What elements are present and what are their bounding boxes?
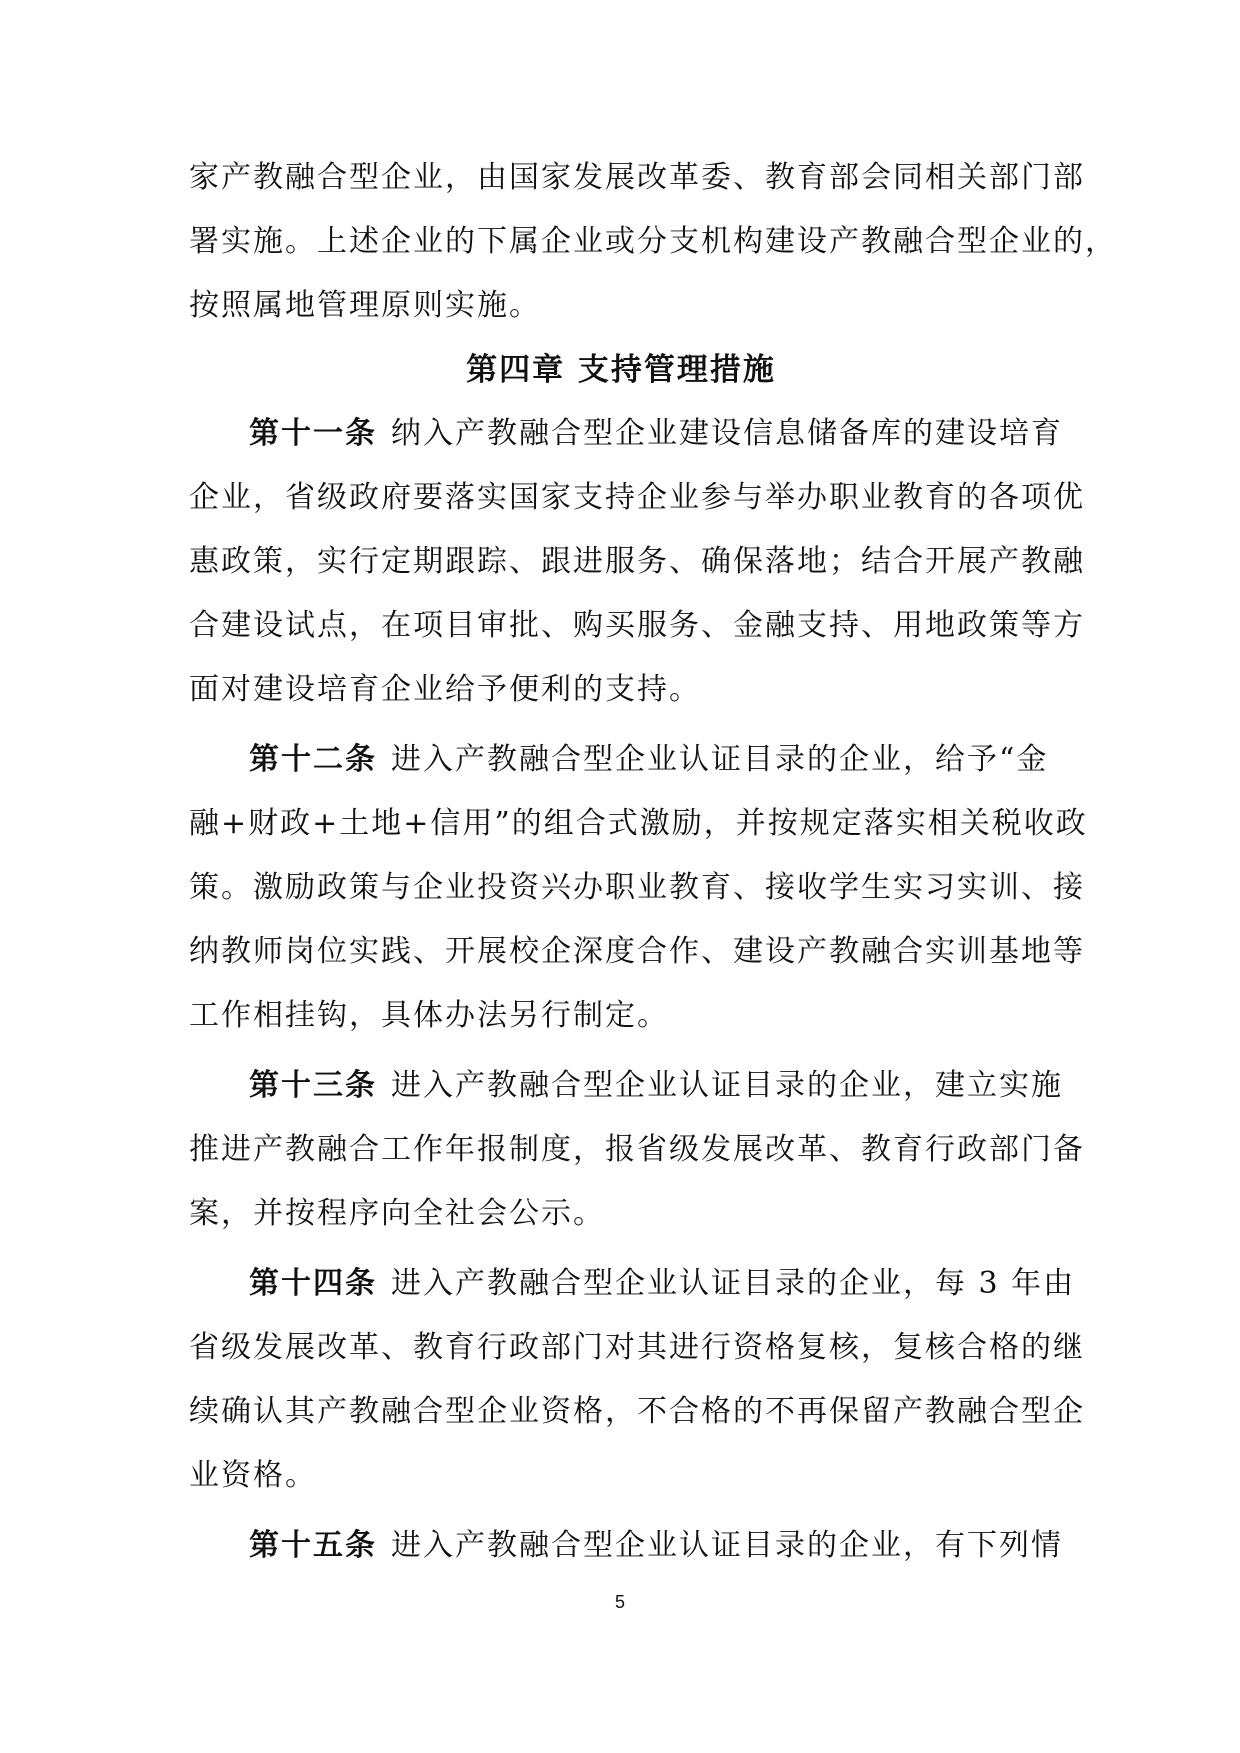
text-line: 工作相挂钩，具体办法另行制定。 — [189, 998, 669, 1033]
article-11 — [189, 402, 1085, 722]
chapter-heading: 第四章 支持管理措施 — [466, 352, 776, 388]
article-text: 进入产教融合型企业认证目录的企业，给予“金 — [391, 742, 1049, 777]
text-line: 省级发展改革、教育行政部门对其进行资格复核，复核合格的继 — [189, 1330, 1085, 1365]
article-12 — [189, 728, 1088, 1048]
article-number: 第十二条 — [249, 742, 377, 777]
text-line: 面对建设培育企业给予便利的支持。 — [189, 672, 701, 707]
article-first-line — [189, 402, 1063, 466]
continuation-paragraph — [189, 146, 1117, 338]
text-line: 署实施。上述企业的下属企业或分支机构建设产教融合型企业的， — [189, 224, 1117, 259]
text-line: 惠政策，实行定期跟踪、跟进服务、确保落地；结合开展产教融 — [189, 544, 1085, 579]
article-first-line — [189, 1054, 1063, 1118]
article-text: 纳入产教融合型企业建设信息储备库的建设培育 — [391, 416, 1063, 451]
text-line: 按照属地管理原则实施。 — [189, 288, 541, 323]
article-text: 进入产教融合型企业认证目录的企业，有下列情 — [391, 1528, 1063, 1563]
article-text: 进入产教融合型企业认证目录的企业，建立实施 — [391, 1068, 1063, 1103]
article-15 — [189, 1514, 1063, 1578]
text-line: 家产教融合型企业，由国家发展改革委、教育部会同相关部门部 — [189, 160, 1085, 195]
article-first-line — [189, 728, 1053, 792]
article-14 — [189, 1252, 1085, 1508]
text-line: 推进产教融合工作年报制度，报省级发展改革、教育行政部门备 — [189, 1132, 1085, 1167]
article-text: 进入产教融合型企业认证目录的企业，每 3 年由 — [391, 1266, 1076, 1301]
text-line: 案，并按程序向全社会公示。 — [189, 1196, 605, 1231]
article-number: 第十四条 — [249, 1266, 377, 1301]
page-number: 5 — [614, 1592, 625, 1612]
article-number: 第十一条 — [249, 416, 377, 451]
article-number: 第十五条 — [249, 1528, 377, 1563]
text-line: 业资格。 — [189, 1458, 317, 1493]
article-first-line — [189, 1252, 1076, 1316]
text-line: 续确认其产教融合型企业资格，不合格的不再保留产教融合型企 — [189, 1394, 1085, 1429]
text-line: 企业，省级政府要落实国家支持企业参与举办职业教育的各项优 — [189, 480, 1085, 515]
document-body — [189, 146, 1117, 1578]
article-number: 第十三条 — [249, 1068, 377, 1103]
text-line: 策。激励政策与企业投资兴办职业教育、接收学生实习实训、接 — [189, 870, 1085, 905]
article-13 — [189, 1054, 1085, 1246]
text-line: 合建设试点，在项目审批、购买服务、金融支持、用地政策等方 — [189, 608, 1085, 643]
article-first-line — [189, 1514, 1063, 1578]
text-line: 纳教师岗位实践、开展校企深度合作、建设产教融合实训基地等 — [189, 934, 1085, 969]
text-line: 融+财政+土地+信用”的组合式激励，并按规定落实相关税收政 — [189, 806, 1088, 841]
